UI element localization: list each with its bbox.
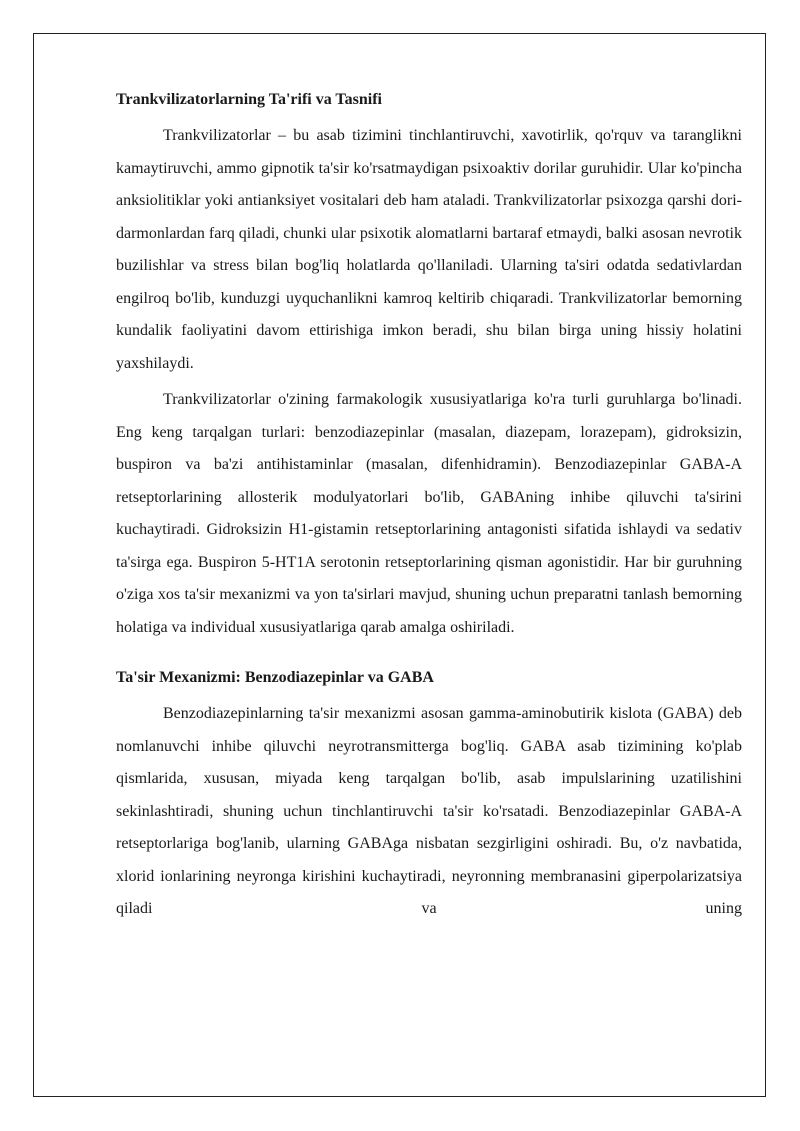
paragraph-mechanism: Benzodiazepinlarning ta'sir mexanizmi asosan gamma-aminobutirik kislota (GABA) deb nomlanuvchi inhibe qiluvchi neyrotransmitterga bog'liq. GABA asab tizimining ko'plab qismlarida, xususan, miyada keng tarqalgan bo'lib, asab impulslarining uzatilishini sekinlashtiradi, shuning uchun tinchlantiruvchi ta'sir ko'rsatadi. Benzodiazepinlar GABA-A retseptorlariga bog'lanib, ularning GABAga nisbatan sezgirligini oshiradi. Bu, o'z navbatida, xlorid ionlarining neyronga kirishini kuchaytiradi, neyronning membranasini giperpolarizatsiya qiladi va uning: [116, 705, 742, 917]
section-heading-mechanism: Ta'sir Mexanizmi: Benzodiazepinlar va GABA: [116, 669, 434, 686]
paragraph-definition: Trankvilizatorlar – bu asab tizimini tinchlantiruvchi, xavotirlik, qo'rquv va taranglikni kamaytiruvchi, ammo gipnotik ta'sir ko'rsatmaydigan psixoaktiv dorilar guruhidir. Ular ko'pincha anksiolitiklar yoki antianksiyet vositalari deb ham ataladi. Trankvilizatorlar psixozga qarshi dori-darmonlardan farq qiladi, chunki ular psixotik alomatlarni bartaraf etmaydi, balki asosan nevrotik buzilishlar va stress bilan bog'liq holatlarda qo'llaniladi. Ularning ta'siri odatda sedativlardan engilroq bo'lib, kunduzgi uyquchanlikni kamroq keltirib chiqaradi. Trankvilizatorlar bemorning kundalik faoliyatini davom ettirishiga imkon beradi, shu bilan birga uning hissiy holatini yaxshilaydi.: [116, 127, 742, 372]
document-body: [116, 84, 742, 926]
paragraph-classification: Trankvilizatorlar o'zining farmakologik xususiyatlariga ko'ra turli guruhlarga bo'linadi. Eng keng tarqalgan turlari: benzodiazepinlar (masalan, diazepam, lorazepam), gidroksizin, buspiron va ba'zi antihistaminlar (masalan, difenhidramin). Benzodiazepinlar GABA-A retseptorlarining allosterik modulyatorlari bo'lib, GABAning inhibe qiluvchi ta'sirini kuchaytiradi. Gidroksizin H1-gistamin retseptorlarining antagonisti sifatida ishlaydi va sedativ ta'sirga ega. Buspiron 5-HT1A serotonin retseptorlarining qisman agonistidir. Har bir guruhning o'ziga xos ta'sir mexanizmi va yon ta'sirlari mavjud, shuning uchun preparatni tanlash bemorning holatiga va individual xususiyatlariga qarab amalga oshiriladi.: [116, 391, 742, 636]
section-heading-definition: Trankvilizatorlarning Ta'rifi va Tasnifi: [116, 91, 382, 108]
